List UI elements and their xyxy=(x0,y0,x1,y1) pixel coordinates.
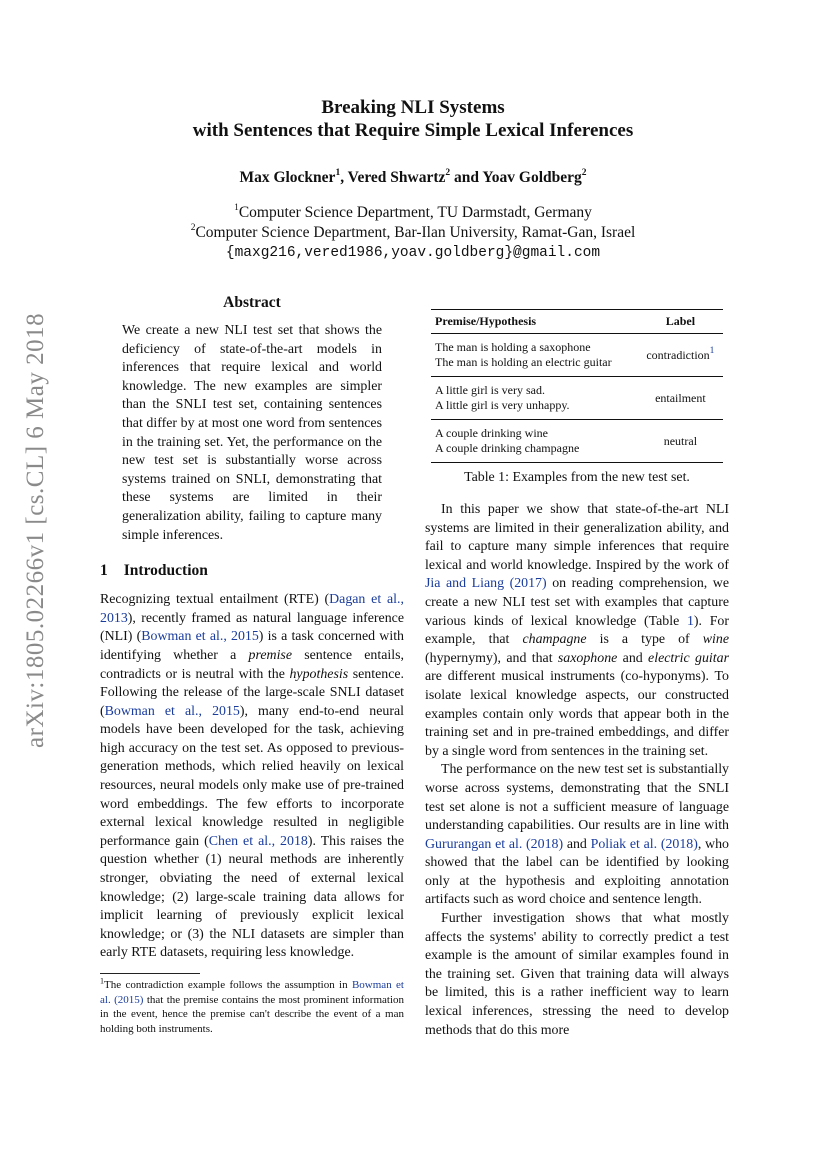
italic-term: saxophone xyxy=(557,650,618,666)
table-cell-label: entailment xyxy=(638,377,723,420)
affiliations xyxy=(100,203,726,263)
author-affil-mark: 2 xyxy=(581,167,587,178)
italic-term: premise xyxy=(248,647,292,663)
footnote-reference[interactable]: 1 xyxy=(709,345,715,356)
footnote-divider xyxy=(100,973,200,974)
premise-text: A couple drinking wine xyxy=(435,426,548,440)
citation-link[interactable]: Dagan et al., 2013 xyxy=(100,592,404,626)
table-reference-link[interactable]: 1 xyxy=(686,613,694,629)
footnote xyxy=(100,978,404,1036)
title-line-2: with Sentences that Require Simple Lexical Inferences xyxy=(192,120,634,141)
text-run: (hypernymy), and that xyxy=(425,650,558,666)
affil-text: Computer Science Department, Bar-Ilan University, Ramat-Gan, Israel xyxy=(195,224,636,241)
text-run: The performance on the new test set is substantially worse across systems, demonstrating that the SNLI test set alone is not a sufficient measure of language understanding capabilities. Our results are in line with xyxy=(425,762,729,834)
hypothesis-text: A couple drinking champagne xyxy=(435,441,580,455)
section-heading-introduction xyxy=(100,561,404,581)
label-text: contradiction xyxy=(646,347,710,362)
text-run: and xyxy=(563,836,591,852)
author-separator: and xyxy=(450,169,483,186)
author-name: Yoav Goldberg xyxy=(482,169,582,186)
examples-table xyxy=(431,309,723,463)
table-cell-pair xyxy=(431,420,638,463)
hypothesis-text: The man is holding an electric guitar xyxy=(435,355,612,369)
text-run: and xyxy=(617,650,649,666)
author-emails: {maxg216,vered1986,yoav.goldberg}@gmail.com xyxy=(225,245,601,261)
author-list xyxy=(100,168,726,188)
text-run: ), many end-to-end neural models have been developed for the task, achieving high accuracy on the test set. As opposed to previous-generation methods, which relied heavily on lexical resources, neural models only make use of pre-trained word embeddings. The few efforts to incorporate external lexical knowledge resulted in negligible performance gain ( xyxy=(100,703,404,849)
body-paragraph xyxy=(425,910,729,1040)
italic-term: hypothesis xyxy=(289,666,349,682)
intro-paragraph xyxy=(100,591,404,963)
citation-link[interactable]: Bowman et al., 2015 xyxy=(141,629,259,645)
affil-mark: 1 xyxy=(234,202,239,213)
table-header-cell: Label xyxy=(638,310,723,334)
section-number: 1 xyxy=(100,562,108,580)
text-run: In this paper we show that state-of-the-art NLI systems are limited in their generalization ability, and fail to capture many simple inferences that require lexical and world knowledge. Inspired by the work of xyxy=(425,502,729,573)
table-cell-label: neutral xyxy=(638,420,723,463)
text-run: ), recently framed as natural language inference (NLI) ( xyxy=(100,610,404,645)
citation-link[interactable]: Bowman et al., 2015 xyxy=(104,703,240,719)
abstract-heading: Abstract xyxy=(223,294,281,311)
arxiv-stamp-text: arXiv:1805.02266v1 [cs.CL] 6 May 2018 xyxy=(22,312,49,748)
italic-term: electric guitar xyxy=(648,650,729,666)
author-name: Vered Shwartz xyxy=(347,169,446,186)
table-header-row xyxy=(431,310,723,334)
text-run: sentence. Following the release of the large-scale SNLI dataset ( xyxy=(100,666,405,719)
text-run: ). This raises the question whether (1) neural methods are inherently stronger, obviating the need of external lexical knowledge; (2) large-scale training data allows for implicit learning of previously explicit lexical knowledge; or (3) the NLI datasets are simpler than early RTE datasets, requiring less knowledge. xyxy=(100,833,404,961)
author-separator: , xyxy=(340,169,348,186)
text-run: , who showed that the label can be identified by looking only at the hypothesis and exploiting annotation artifacts such as word choice and sentence length. xyxy=(425,836,729,908)
affil-mark: 2 xyxy=(190,222,196,233)
title-line-1: Breaking NLI Systems xyxy=(321,97,505,118)
premise-text: A little girl is very sad. xyxy=(435,383,545,397)
author-affil-mark: 2 xyxy=(445,167,451,178)
citation-link[interactable]: Poliak et al. (2018) xyxy=(590,836,698,852)
arxiv-identifier-stamp xyxy=(14,310,58,750)
right-column xyxy=(425,309,729,1040)
author-affil-mark: 1 xyxy=(335,167,341,178)
table-cell-pair xyxy=(431,334,638,377)
text-run: are different musical instruments (co-hyponyms). To isolate lexical knowledge aspects, our constructed examples contain only words that appear both in the training set and in pre-trained embeddings, and differ by a single word from sentences in the training set. xyxy=(425,669,729,759)
text-run: ) is a task concerned with identifying whether a xyxy=(100,629,404,663)
premise-text: The man is holding a saxophone xyxy=(435,340,591,354)
table-cell-pair xyxy=(431,377,638,420)
italic-term: wine xyxy=(702,632,729,648)
author-name: Max Glockner xyxy=(239,169,336,186)
table-row xyxy=(431,420,723,463)
text-run: sentence entails, contradicts or is neutral with the xyxy=(100,647,404,682)
body-paragraph xyxy=(425,501,729,761)
section-title: Introduction xyxy=(123,562,208,580)
text-run: Recognizing textual entailment (RTE) ( xyxy=(100,592,330,608)
affiliation-2 xyxy=(100,223,726,243)
affil-text: Computer Science Department, TU Darmstadt, Germany xyxy=(238,204,592,221)
citation-link[interactable]: Bowman et al. (2015) xyxy=(100,979,404,1006)
text-run: ). For example, that xyxy=(425,613,729,648)
abstract-text: We create a new NLI test set that shows the deficiency of state-of-the-art models in inferences that require lexical and world knowledge. The new examples are simpler than the SNLI test set, containing sentences that differ by at most one word from sentences in the training set. Yet, the performance on the new test set is substantially worse across systems trained on SNLI, demonstrating that these systems are limited in their generalization ability, failing to capture many simple inferences. xyxy=(122,323,382,543)
table-cell-label xyxy=(638,334,723,377)
text-run: The contradiction example follows the assumption in xyxy=(104,979,352,991)
footnote-mark: 1 xyxy=(100,976,104,986)
citation-link[interactable]: Chen et al., 2018 xyxy=(208,833,308,849)
citation-link[interactable]: Jia and Liang (2017) xyxy=(425,576,547,592)
hypothesis-text: A little girl is very unhappy. xyxy=(435,398,570,412)
table-row xyxy=(431,377,723,420)
table-row xyxy=(431,334,723,377)
table-header-cell: Premise/Hypothesis xyxy=(431,310,638,334)
text-run: on reading comprehension, we create a new NLI test set with examples that capture various kinds of lexical knowledge (Table xyxy=(425,576,729,629)
text-run: Further investigation shows that what mostly affects the systems' ability to correctly predict a test example is the amount of similar examples found in the training set. Given that training data will always be limited, this is a rather inefficient way to learn lexical inferences, stressing the need to develop methods that do this more xyxy=(425,911,729,1038)
text-run: is a type of xyxy=(586,632,703,648)
paper-title xyxy=(100,96,726,142)
text-run: that the premise contains the most prominent information in the event, hence the premise can't describe the event of a man holding both instruments. xyxy=(100,993,405,1035)
left-column xyxy=(100,293,404,1036)
citation-link[interactable]: Gururangan et al. (2018) xyxy=(425,836,564,852)
body-paragraph xyxy=(425,761,729,910)
affiliation-1 xyxy=(100,203,726,223)
italic-term: champagne xyxy=(522,632,587,648)
table-caption: Table 1: Examples from the new test set. xyxy=(464,470,690,485)
